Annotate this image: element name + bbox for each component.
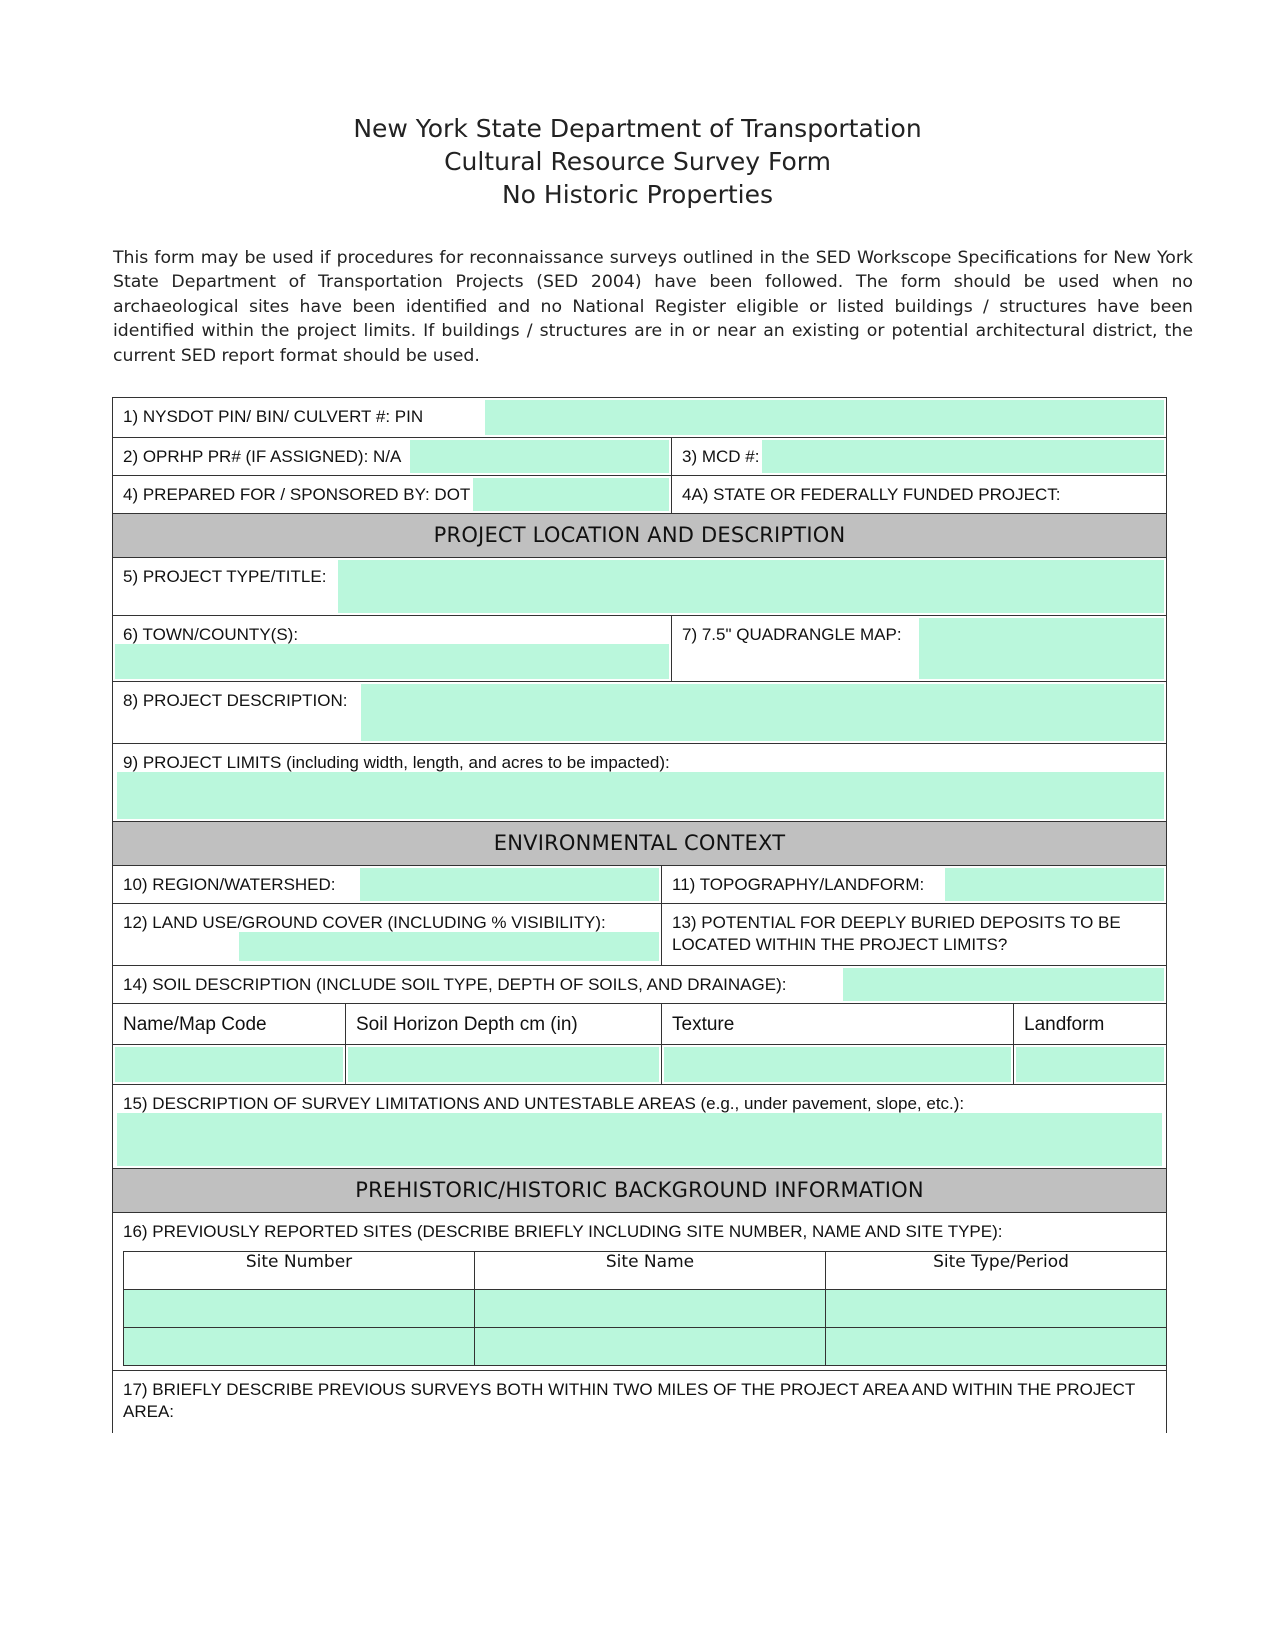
site-number-input-1[interactable] [124, 1290, 475, 1328]
field-soil-description [113, 966, 1167, 1004]
field-region-watershed-label: 10) REGION/WATERSHED: [123, 875, 336, 894]
soil-header-name: Name/Map Code [113, 1004, 346, 1045]
field-funded-project-label: 4A) STATE OR FEDERALLY FUNDED PROJECT: [682, 485, 1061, 504]
soil-description-input[interactable] [843, 968, 1164, 1001]
field-topography-label: 11) TOPOGRAPHY/LANDFORM: [672, 875, 925, 894]
soil-header-texture: Texture [662, 1004, 1014, 1045]
field-prepared-for-label: 4) PREPARED FOR / SPONSORED BY: DOT [123, 485, 471, 504]
field-prepared-for [113, 476, 672, 514]
field-topography [662, 866, 1167, 904]
soil-landform-input[interactable] [1016, 1047, 1164, 1082]
prepared-for-input[interactable] [473, 478, 669, 511]
field-region-watershed [113, 866, 662, 904]
site-number-input-2[interactable] [124, 1328, 475, 1366]
oprhp-input[interactable] [410, 440, 669, 473]
soil-name-input[interactable] [115, 1047, 343, 1082]
section-environmental-context: ENVIRONMENTAL CONTEXT [113, 822, 1167, 866]
mcd-input[interactable] [762, 440, 1164, 473]
site-name-input-1[interactable] [475, 1290, 826, 1328]
project-description-input[interactable] [361, 684, 1164, 741]
site-type-input-2[interactable] [826, 1328, 1167, 1366]
field-project-description [113, 682, 1167, 744]
field-nysdot-pin [113, 398, 1167, 438]
header-subtitle: No Historic Properties [501, 180, 774, 209]
field-project-description-label: 8) PROJECT DESCRIPTION: [123, 691, 348, 710]
soil-cell-name[interactable] [113, 1045, 346, 1085]
field-survey-limitations [113, 1085, 1167, 1169]
project-limits-input[interactable] [117, 772, 1164, 819]
field-oprhp-label: 2) OPRHP PR# (IF ASSIGNED): N/A [123, 447, 402, 466]
field-funded-project [672, 476, 1167, 514]
field-previous-surveys-label: 17) BRIEFLY DESCRIBE PREVIOUS SURVEYS BOTH WITHIN TWO MILES OF THE PROJECT AREA AND WITHIN THE PROJECT AREA: [123, 1380, 1136, 1421]
field-mcd-label: 3) MCD #: [682, 447, 760, 466]
survey-limitations-input[interactable] [117, 1113, 1162, 1166]
sites-header-type: Site Type/Period [826, 1252, 1167, 1290]
sites-table [123, 1251, 1167, 1366]
header-agency: New York State Department of Transportation [353, 114, 922, 143]
town-county-input[interactable] [115, 644, 669, 679]
field-buried-deposits-label: 13) POTENTIAL FOR DEEPLY BURIED DEPOSITS TO BE LOCATED WITHIN THE PROJECT LIMITS? [672, 913, 1121, 954]
site-name-input-2[interactable] [475, 1328, 826, 1366]
field-previous-surveys [113, 1371, 1167, 1433]
field-oprhp [113, 438, 672, 476]
section-project-location: PROJECT LOCATION AND DESCRIPTION [113, 514, 1167, 558]
soil-texture-input[interactable] [664, 1047, 1011, 1082]
form-header [0, 112, 1275, 211]
field-quadrangle-map [672, 616, 1167, 682]
header-form-title: Cultural Resource Survey Form [444, 147, 831, 176]
field-survey-limitations-label: 15) DESCRIPTION OF SURVEY LIMITATIONS AND UNTESTABLE AREAS (e.g., under pavement, slope, etc.): [123, 1094, 965, 1113]
field-mcd [672, 438, 1167, 476]
site-type-input-1[interactable] [826, 1290, 1167, 1328]
soil-header-depth: Soil Horizon Depth cm (in) [346, 1004, 662, 1045]
soil-cell-landform[interactable] [1014, 1045, 1167, 1085]
land-use-input[interactable] [239, 932, 659, 961]
section-background: PREHISTORIC/HISTORIC BACKGROUND INFORMATION [113, 1169, 1167, 1213]
field-previous-sites [113, 1213, 1167, 1371]
field-town-county [113, 616, 672, 682]
sites-header-name: Site Name [475, 1252, 826, 1290]
soil-header-landform: Landform [1014, 1004, 1167, 1045]
nysdot-pin-input[interactable] [485, 400, 1164, 435]
field-nysdot-pin-label: 1) NYSDOT PIN/ BIN/ CULVERT #: PIN [123, 407, 424, 426]
soil-cell-depth[interactable] [346, 1045, 662, 1085]
field-buried-deposits [662, 904, 1167, 966]
field-project-limits [113, 744, 1167, 822]
soil-cell-texture[interactable] [662, 1045, 1014, 1085]
field-town-county-label: 6) TOWN/COUNTY(S): [123, 625, 299, 644]
soil-depth-input[interactable] [348, 1047, 659, 1082]
survey-form [112, 397, 1166, 1433]
sites-header-number: Site Number [124, 1252, 475, 1290]
region-watershed-input[interactable] [360, 868, 659, 901]
field-project-type-label: 5) PROJECT TYPE/TITLE: [123, 567, 327, 586]
field-project-type [113, 558, 1167, 616]
quadrangle-map-input[interactable] [919, 618, 1164, 679]
field-soil-description-label: 14) SOIL DESCRIPTION (INCLUDE SOIL TYPE, DEPTH OF SOILS, AND DRAINAGE): [123, 975, 787, 994]
field-land-use [113, 904, 662, 966]
field-land-use-label: 12) LAND USE/GROUND COVER (INCLUDING % VISIBILITY): [123, 913, 606, 932]
field-project-limits-label: 9) PROJECT LIMITS (including width, length, and acres to be impacted): [123, 753, 670, 772]
topography-input[interactable] [945, 868, 1164, 901]
intro-paragraph: This form may be used if procedures for reconnaissance surveys outlined in the SED Workscope Specifications for New York State Department of Transportation Projects (SED 2004) have been followed. The form should be used when no archaeological sites have been identified and no National Register eligible or listed buildings / structures have been identified within the project limits. If buildings / structures are in or near an existing or potential architectural district, the current SED report format should be used. [113, 248, 1193, 366]
field-quadrangle-map-label: 7) 7.5" QUADRANGLE MAP: [682, 625, 902, 644]
field-previous-sites-label: 16) PREVIOUSLY REPORTED SITES (DESCRIBE BRIEFLY INCLUDING SITE NUMBER, NAME AND SITE TYPE): [123, 1222, 1003, 1241]
project-type-input[interactable] [338, 560, 1164, 613]
